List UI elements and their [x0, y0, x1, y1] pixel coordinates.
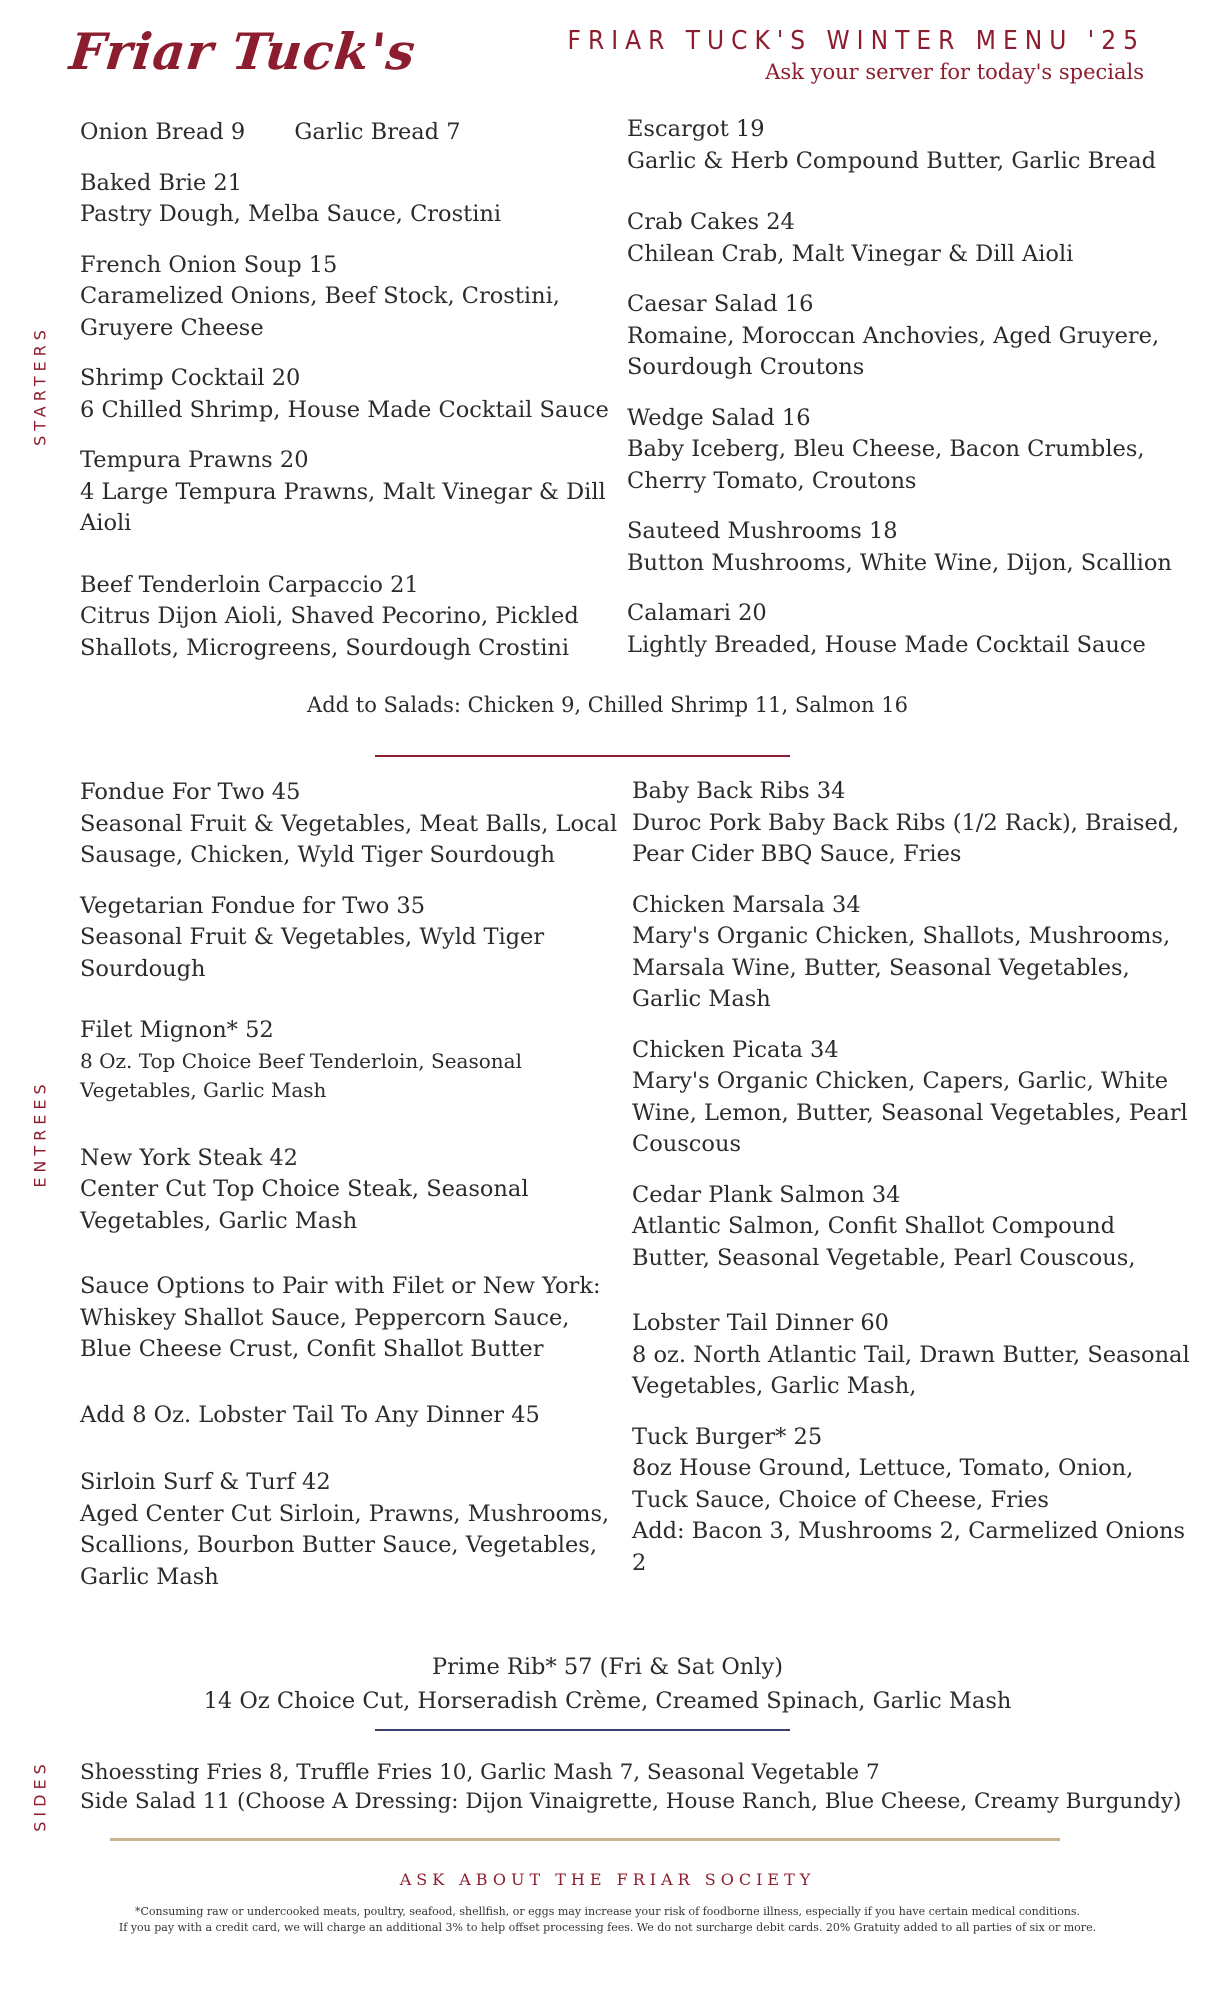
- menu-item: [627, 289, 1187, 384]
- restaurant-logo: Friar Tuck's: [66, 22, 419, 81]
- menu-item: [80, 1015, 620, 1105]
- item-description: 4 Large Tempura Prawns, Malt Vinegar & Dill Aioli: [80, 478, 606, 536]
- menu-item: [80, 250, 610, 345]
- menu-item: [80, 1271, 620, 1366]
- item-name: Sauce Options to Pair with Filet or New York:: [80, 1273, 601, 1299]
- menu-item: [80, 891, 620, 986]
- item-name: Fondue For Two 45: [80, 779, 301, 805]
- menu-item: [632, 776, 1192, 871]
- menu-item: [627, 403, 1187, 498]
- menu-item: [632, 890, 1192, 1016]
- menu-item: [80, 445, 610, 540]
- item-description: Baby Iceberg, Bleu Cheese, Bacon Crumbles, Cherry Tomato, Croutons: [627, 436, 1145, 494]
- item-name: Filet Mignon* 52: [80, 1017, 274, 1043]
- item-description: Pastry Dough, Melba Sauce, Crostini: [80, 201, 502, 227]
- item-name: Beef Tenderloin Carpaccio 21: [80, 571, 419, 598]
- item-name: Sauteed Mushrooms 18: [627, 518, 898, 544]
- menu-item: [80, 168, 610, 231]
- prime-rib-special: [0, 1650, 1215, 1718]
- item-name: Chicken Picata 34: [632, 1036, 839, 1063]
- menu-item: [80, 777, 620, 872]
- starters-right-column: [627, 114, 1187, 680]
- item-name: Wedge Salad 16: [627, 404, 811, 431]
- item-description: Mary's Organic Chicken, Capers, Garlic, White Wine, Lemon, Butter, Seasonal Vegetables, Pearl Couscous: [632, 1068, 1188, 1157]
- item-name: Shrimp Cocktail 20: [80, 365, 301, 391]
- starters-left-column: [80, 117, 610, 683]
- menu-item: [80, 1467, 620, 1593]
- bread-row: [80, 117, 610, 149]
- item-description: Seasonal Fruit & Vegetables, Wyld Tiger Sourdough: [80, 924, 545, 982]
- item-description: Whiskey Shallot Sauce, Peppercorn Sauce, Blue Cheese Crust, Confit Shallot Butter: [80, 1304, 570, 1362]
- item-name: Tuck Burger* 25: [632, 1423, 823, 1450]
- menu-item: [627, 207, 1187, 270]
- menu-item: [632, 1035, 1192, 1161]
- section-label-sides: SIDES: [30, 1759, 50, 1832]
- menu-item: [632, 1422, 1192, 1517]
- footer-notes: [0, 1904, 1215, 1936]
- item-name: Vegetarian Fondue for Two 35: [80, 892, 426, 919]
- prime-rib-description: 14 Oz Choice Cut, Horseradish Crème, Creamed Spinach, Garlic Mash: [203, 1688, 1012, 1714]
- item-name: Calamari 20: [627, 600, 767, 626]
- item-description: 8 oz. North Atlantic Tail, Drawn Butter, Seasonal Vegetables, Garlic Mash,: [632, 1341, 1190, 1399]
- menu-item: [627, 598, 1187, 661]
- menu-item: [80, 1400, 620, 1432]
- menu-item: [80, 363, 610, 426]
- item-description: Atlantic Salmon, Confit Shallot Compound Butter, Seasonal Vegetable, Pearl Couscous,: [632, 1213, 1136, 1271]
- payment-policy: If you pay with a credit card, we will charge an additional 3% to help offset processing fees. We do not surcharge debit cards. 20% Gratuity added to all parties of six or more.: [118, 1921, 1097, 1934]
- item-description: 8 Oz. Top Choice Beef Tenderloin, Seasonal Vegetables, Garlic Mash: [80, 1048, 522, 1102]
- salad-addons: Add to Salads: Chicken 9, Chilled Shrimp 11, Salmon 16: [307, 693, 908, 717]
- item-name: New York Steak 42: [80, 1144, 299, 1171]
- item-name: Crab Cakes 24: [627, 209, 795, 235]
- section-label-entrees: ENTREES: [30, 1079, 50, 1188]
- prime-rib-name: Prime Rib* 57 (Fri & Sat Only): [432, 1654, 783, 1680]
- item-name: Add 8 Oz. Lobster Tail To Any Dinner 45: [80, 1401, 540, 1428]
- menu-item: [627, 516, 1187, 579]
- item-name: Tempura Prawns 20: [80, 447, 309, 473]
- menu-item-garlic-bread: Garlic Bread 7: [294, 119, 461, 145]
- sides-line-1: Shoessting Fries 8, Truffle Fries 10, Garlic Mash 7, Seasonal Vegetable 7: [80, 1760, 880, 1785]
- friar-society-callout: ASK ABOUT THE FRIAR SOCIETY: [399, 1870, 816, 1889]
- menu-subtitle: Ask your server for today's specials: [765, 60, 1144, 84]
- item-description: Chilean Crab, Malt Vinegar & Dill Aioli: [627, 240, 1074, 267]
- consumption-warning: *Consuming raw or undercooked meats, poultry, seafood, shellfish, or eggs may increase your risk of foodborne illness, especially if you have certain medical conditions.: [134, 1905, 1081, 1918]
- item-name: French Onion Soup 15: [80, 251, 338, 278]
- item-description: Mary's Organic Chicken, Shallots, Mushrooms, Marsala Wine, Butter, Seasonal Vegetables, Garlic Mash: [632, 923, 1171, 1012]
- divider-footer: [110, 1838, 1060, 1841]
- item-description: Citrus Dijon Aioli, Shaved Pecorino, Pickled Shallots, Microgreens, Sourdough Crostini: [80, 603, 579, 661]
- menu-item: [632, 1308, 1192, 1403]
- item-name: Baked Brie 21: [80, 169, 243, 196]
- item-name: Add: Bacon 3, Mushrooms 2, Carmelized Onions 2: [632, 1518, 1186, 1576]
- item-description: Center Cut Top Choice Steak, Seasonal Vegetables, Garlic Mash: [80, 1176, 529, 1234]
- item-description: Garlic & Herb Compound Butter, Garlic Bread: [627, 147, 1157, 174]
- item-description: Button Mushrooms, White Wine, Dijon, Scallion: [627, 549, 1172, 576]
- entrees-left-column: [80, 777, 620, 1612]
- item-name: Escargot 19: [627, 116, 765, 142]
- sides-list: [80, 1758, 1181, 1816]
- burger-addons: [632, 1516, 1192, 1579]
- item-description: 6 Chilled Shrimp, House Made Cocktail Sauce: [80, 396, 609, 423]
- item-description: Duroc Pork Baby Back Ribs (1/2 Rack), Braised, Pear Cider BBQ Sauce, Fries: [632, 809, 1180, 867]
- item-name: Lobster Tail Dinner 60: [632, 1310, 889, 1336]
- menu-item: [80, 570, 610, 665]
- item-description: Seasonal Fruit & Vegetables, Meat Balls, Local Sausage, Chicken, Wyld Tiger Sourdough: [80, 810, 618, 868]
- divider-starters: [375, 755, 790, 757]
- menu-item: [80, 1143, 620, 1238]
- item-name: Baby Back Ribs 34: [632, 778, 846, 804]
- sides-line-2: Side Salad 11 (Choose A Dressing: Dijon Vinaigrette, House Ranch, Blue Cheese, Creamy Burgundy): [80, 1789, 1182, 1814]
- item-description: Romaine, Moroccan Anchovies, Aged Gruyere, Sourdough Croutons: [627, 322, 1160, 380]
- item-name: Cedar Plank Salmon 34: [632, 1181, 901, 1208]
- item-description: Lightly Breaded, House Made Cocktail Sauce: [627, 631, 1146, 658]
- menu-item: [632, 1180, 1192, 1275]
- item-description: Aged Center Cut Sirloin, Prawns, Mushrooms, Scallions, Bourbon Butter Sauce, Vegetables, Garlic Mash: [80, 1500, 610, 1590]
- divider-entrees: [375, 1729, 790, 1731]
- section-label-starters: STARTERS: [30, 325, 50, 446]
- menu-item-onion-bread: Onion Bread 9: [80, 119, 246, 145]
- item-description: 8oz House Ground, Lettuce, Tomato, Onion, Tuck Sauce, Choice of Cheese, Fries: [632, 1455, 1134, 1513]
- menu-title: FRIAR TUCK'S WINTER MENU '25: [567, 26, 1145, 56]
- item-description: Caramelized Onions, Beef Stock, Crostini, Gruyere Cheese: [80, 283, 560, 341]
- item-name: Sirloin Surf & Turf 42: [80, 1469, 331, 1495]
- menu-item: [627, 114, 1187, 177]
- entrees-right-column: [632, 776, 1192, 1598]
- item-name: Caesar Salad 16: [627, 291, 814, 317]
- item-name: Chicken Marsala 34: [632, 891, 861, 918]
